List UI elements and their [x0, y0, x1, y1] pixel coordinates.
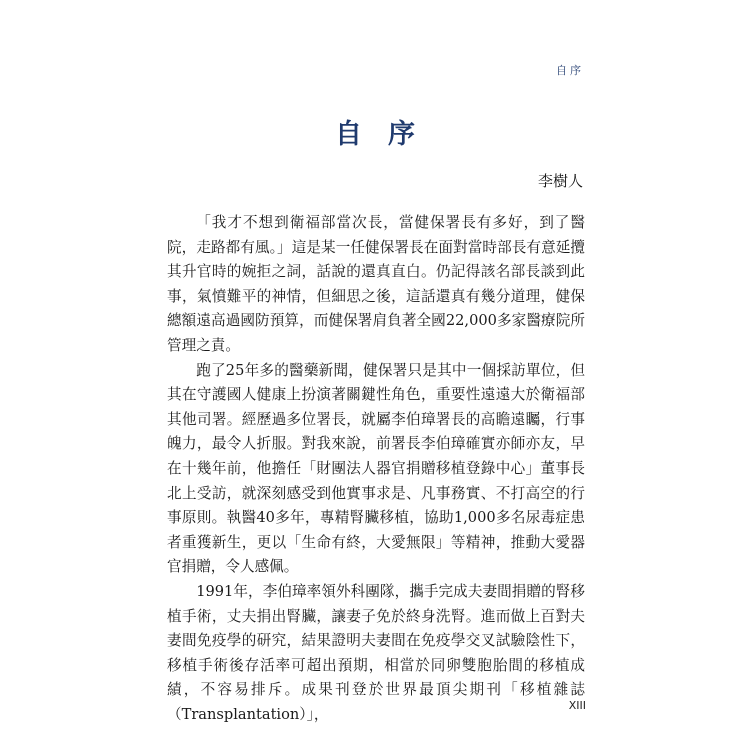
- paragraph: 「我才不想到衛福部當次長，當健保署長有多好，到了醫院，走路都有風。」這是某一任健保署長在面對當時部長有意延攬其升官時的婉拒之詞，話說的還真直白。仍記得該名部長談到此事，氣憤難平的神情，但細思之後，這話還真有幾分道理，健保總額遠高過國防預算，而健保署肩負著全國22,000多家醫療院所管理之責。: [167, 214, 585, 354]
- author-name: 李樹人: [537, 172, 583, 190]
- chapter-title: 自序: [335, 119, 441, 150]
- paragraph: 1991年，李伯璋率領外科團隊，攜手完成夫妻間捐贈的腎移植手術，丈夫捐出腎臟，讓妻子免於終身洗腎。進而做上百對夫妻間免疫學的研究，結果證明夫妻間在免疫學交叉試驗陰性下，移植手術後存活率可超出預期，相當於同卵雙胞胎間的移植成績，不容易排斥。成果刊登於世界最頂尖期刊「移植雜誌（Transplantation）」，: [167, 582, 585, 723]
- page-number: XIII: [568, 699, 586, 712]
- paragraph: 跑了25年多的醫藥新聞，健保署只是其中一個採訪單位，但其在守護國人健康上扮演著關鍵性角色，重要性遠遠大於衛福部其他司署。經歷過多位署長，就屬李伯璋署長的高瞻遠矚，行事魄力，最令人折服。對我來說，前署長李伯璋確實亦師亦友，早在十幾年前，他擔任「財團法人器官捐贈移植登錄中心」董事長北上受訪，就深刻感受到他實事求是、凡事務實、不打高空的行事原則。執醫40多年，專精腎臟移植，協助1,000多名尿毒症患者重獲新生，更以「生命有終，大愛無限」等精神，推動大愛器官捐贈，令人感佩。: [167, 361, 585, 576]
- body-text: [167, 211, 585, 727]
- running-header: 自序: [556, 64, 584, 77]
